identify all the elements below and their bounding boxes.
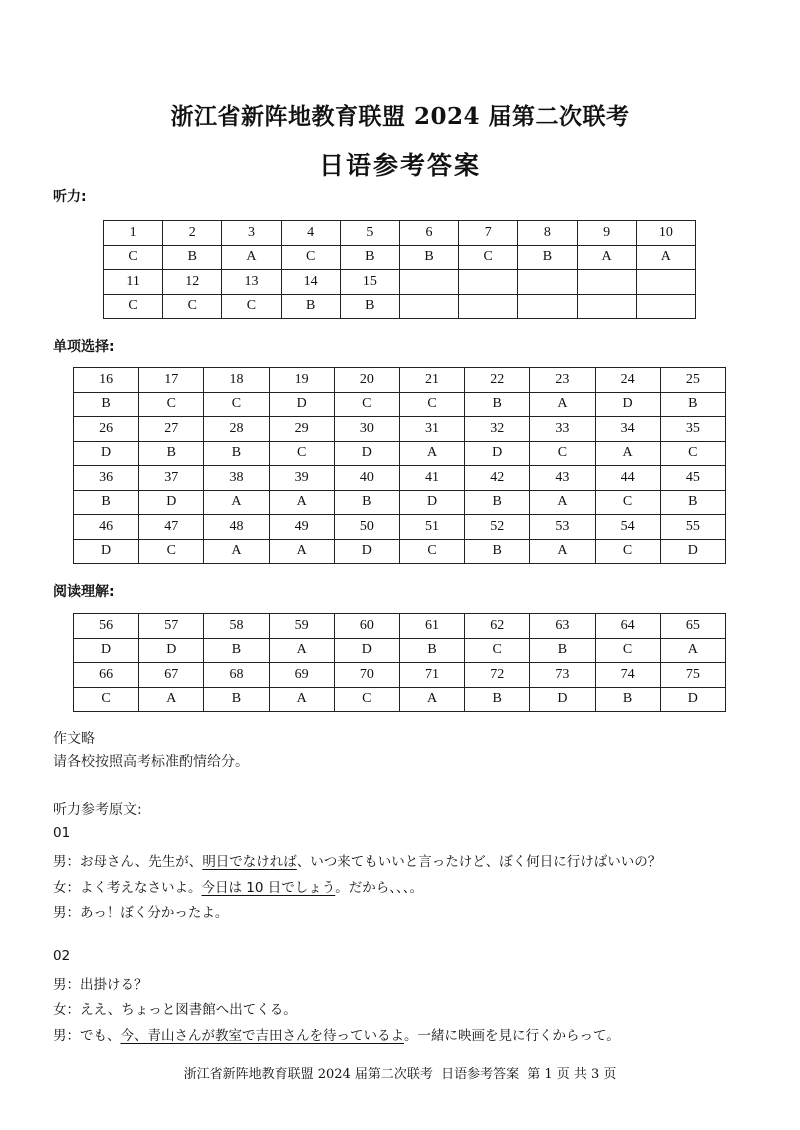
question-number-cell: 48 (204, 515, 269, 540)
answer-cell: C (595, 490, 660, 515)
question-number-cell: 38 (204, 466, 269, 491)
question-number-cell: 24 (595, 368, 660, 393)
answer-cell: A (595, 441, 660, 466)
answer-cell: B (74, 490, 139, 515)
exam-title: 浙江省新阵地教育联盟 2024 届第二次联考 (170, 103, 630, 130)
question-number-cell: 74 (595, 663, 660, 688)
question-number-cell: 27 (139, 417, 204, 442)
answer-cell: C (334, 392, 399, 417)
single-choice-section-label: 单项选择: (53, 339, 115, 355)
question-number-cell: 15 (340, 270, 399, 295)
writing-title: 作文略 (53, 731, 95, 747)
answer-cell (518, 294, 577, 319)
question-number-cell: 72 (465, 663, 530, 688)
answer-cell: B (281, 294, 340, 319)
question-number-cell: 22 (465, 368, 530, 393)
question-number-row (74, 466, 726, 491)
question-number-cell: 70 (334, 663, 399, 688)
answer-cell: A (399, 441, 464, 466)
q01-line-3: 男：あっ！ぼく分かったよ。 (53, 905, 229, 921)
question-number-cell: 61 (399, 614, 464, 639)
answer-cell: D (595, 392, 660, 417)
answer-cell (399, 294, 458, 319)
question-number-cell: 2 (163, 221, 222, 246)
question-number-cell: 54 (595, 515, 660, 540)
answer-cell: B (340, 245, 399, 270)
reading-section-label: 阅读理解: (53, 584, 115, 600)
answer-cell: C (204, 392, 269, 417)
answer-cell: B (465, 687, 530, 712)
answer-row (104, 294, 696, 319)
question-number-cell: 62 (465, 614, 530, 639)
q02-line-3-underlined: 今、青山さんが教室で吉田さんを待っているよ (120, 1028, 404, 1044)
question-number-cell: 60 (334, 614, 399, 639)
question-number-cell: 57 (139, 614, 204, 639)
question-number-cell: 14 (281, 270, 340, 295)
q01-number: 01 (53, 825, 71, 841)
question-number-cell: 16 (74, 368, 139, 393)
q02-number: 02 (53, 948, 71, 964)
reading-answer-table (73, 613, 726, 712)
answer-row (74, 441, 726, 466)
question-number-cell: 58 (204, 614, 269, 639)
answer-cell: B (334, 490, 399, 515)
answer-cell: D (74, 441, 139, 466)
answer-cell: D (334, 441, 399, 466)
question-number-cell: 41 (399, 466, 464, 491)
answer-cell (636, 294, 695, 319)
answer-cell: C (281, 245, 340, 270)
question-number-cell: 73 (530, 663, 595, 688)
question-number-cell (518, 270, 577, 295)
answer-cell: A (204, 490, 269, 515)
question-number-cell: 25 (660, 368, 725, 393)
question-number-cell: 19 (269, 368, 334, 393)
question-number-cell: 29 (269, 417, 334, 442)
answer-cell: B (204, 687, 269, 712)
answer-cell: A (269, 638, 334, 663)
question-number-cell: 51 (399, 515, 464, 540)
answer-cell: A (530, 490, 595, 515)
answer-row (74, 490, 726, 515)
question-number-cell: 32 (465, 417, 530, 442)
answer-cell: A (269, 687, 334, 712)
question-number-cell (459, 270, 518, 295)
question-number-cell: 68 (204, 663, 269, 688)
answer-cell: C (660, 441, 725, 466)
question-number-cell: 36 (74, 466, 139, 491)
answer-cell: C (222, 294, 281, 319)
single-choice-answer-table (73, 367, 726, 564)
q02-line-3-b: 。一緒に映画を見に行くからって。 (404, 1028, 620, 1044)
answer-row (104, 245, 696, 270)
q01-line-1-a: 男：お母さん、先生が、 (53, 854, 203, 870)
answer-cell: B (399, 245, 458, 270)
answer-cell: B (204, 638, 269, 663)
question-number-row (74, 417, 726, 442)
answer-cell: A (530, 539, 595, 564)
answer-cell: B (340, 294, 399, 319)
question-number-cell: 18 (204, 368, 269, 393)
question-number-cell: 10 (636, 221, 695, 246)
question-number-cell: 3 (222, 221, 281, 246)
question-number-cell: 4 (281, 221, 340, 246)
answer-cell: B (518, 245, 577, 270)
question-number-cell: 26 (74, 417, 139, 442)
answer-cell: D (660, 539, 725, 564)
answer-cell: D (399, 490, 464, 515)
answer-cell: A (269, 539, 334, 564)
q02-line-3-a: 男：でも、 (53, 1028, 121, 1044)
answer-row (74, 392, 726, 417)
question-number-cell: 1 (104, 221, 163, 246)
answer-row (74, 687, 726, 712)
question-number-cell (636, 270, 695, 295)
question-number-cell: 55 (660, 515, 725, 540)
q02-line-2: 女：ええ、ちょっと図書館へ出てくる。 (53, 1002, 297, 1018)
answer-cell: D (530, 687, 595, 712)
question-number-cell: 66 (74, 663, 139, 688)
question-number-cell: 20 (334, 368, 399, 393)
question-number-row (74, 515, 726, 540)
question-number-cell: 6 (399, 221, 458, 246)
answer-cell: A (577, 245, 636, 270)
question-number-cell: 7 (459, 221, 518, 246)
answer-cell: A (269, 490, 334, 515)
answer-cell: C (465, 638, 530, 663)
answer-cell: B (465, 539, 530, 564)
answer-cell: D (269, 392, 334, 417)
q01-line-1-underlined: 明日でなければ (202, 854, 297, 870)
answer-cell: C (163, 294, 222, 319)
question-number-cell: 5 (340, 221, 399, 246)
answer-cell: B (74, 392, 139, 417)
footer-subject: 日语参考答案 (441, 1067, 520, 1082)
question-number-cell: 23 (530, 368, 595, 393)
question-number-row (104, 270, 696, 295)
question-number-cell: 37 (139, 466, 204, 491)
answer-cell: C (104, 294, 163, 319)
question-number-cell: 52 (465, 515, 530, 540)
answer-cell: C (334, 687, 399, 712)
answer-cell: A (660, 638, 725, 663)
answer-cell: B (163, 245, 222, 270)
writing-note: 请各校按照高考标准酌情给分。 (53, 754, 249, 770)
answer-cell: A (204, 539, 269, 564)
question-number-cell (577, 270, 636, 295)
answer-cell: B (530, 638, 595, 663)
answer-cell: A (399, 687, 464, 712)
answer-cell: C (595, 638, 660, 663)
answer-cell: C (269, 441, 334, 466)
question-number-cell: 13 (222, 270, 281, 295)
q01-line-1-b: 、いつ来てもいいと言ったけど、ぼく何日に行けばいいの？ (296, 854, 662, 870)
answer-cell: C (399, 392, 464, 417)
answer-cell: C (595, 539, 660, 564)
question-number-cell: 40 (334, 466, 399, 491)
transcript-heading: 听力参考原文: (53, 802, 142, 818)
question-number-row (104, 221, 696, 246)
q01-line-2-a: 女：よく考えなさいよ。 (53, 880, 202, 896)
answer-cell: A (530, 392, 595, 417)
answer-cell: C (104, 245, 163, 270)
question-number-cell: 67 (139, 663, 204, 688)
question-number-cell: 59 (269, 614, 334, 639)
question-number-cell: 28 (204, 417, 269, 442)
answer-cell: B (595, 687, 660, 712)
question-number-cell: 30 (334, 417, 399, 442)
answer-cell: D (74, 638, 139, 663)
answer-cell: B (139, 441, 204, 466)
question-number-cell: 71 (399, 663, 464, 688)
question-number-cell: 34 (595, 417, 660, 442)
answer-cell: C (399, 539, 464, 564)
question-number-cell: 31 (399, 417, 464, 442)
answer-cell: D (334, 638, 399, 663)
answer-cell (577, 294, 636, 319)
question-number-cell: 33 (530, 417, 595, 442)
answer-cell: C (530, 441, 595, 466)
answer-cell: B (399, 638, 464, 663)
question-number-row (74, 614, 726, 639)
answer-cell: D (139, 490, 204, 515)
answer-cell: C (139, 539, 204, 564)
footer-page-number: 第 1 页 共 3 页 (527, 1067, 617, 1082)
q01-line-2-underlined: 今日は 10 日でしょう (201, 880, 336, 896)
question-number-cell: 49 (269, 515, 334, 540)
question-number-cell: 63 (530, 614, 595, 639)
answer-cell: B (465, 392, 530, 417)
question-number-cell: 35 (660, 417, 725, 442)
answer-cell: D (139, 638, 204, 663)
listening-answer-table (103, 220, 696, 319)
question-number-cell: 9 (577, 221, 636, 246)
answer-cell: A (222, 245, 281, 270)
question-number-row (74, 368, 726, 393)
question-number-cell: 42 (465, 466, 530, 491)
question-number-cell: 69 (269, 663, 334, 688)
question-number-cell: 56 (74, 614, 139, 639)
question-number-cell: 44 (595, 466, 660, 491)
question-number-cell: 65 (660, 614, 725, 639)
answer-cell: B (465, 490, 530, 515)
answer-row (74, 539, 726, 564)
page-footer (0, 1063, 800, 1082)
listening-section-label: 听力: (53, 189, 87, 205)
answer-cell: A (636, 245, 695, 270)
answer-key-title: 日语参考答案 (318, 151, 481, 180)
answer-cell: B (660, 392, 725, 417)
question-number-cell: 11 (104, 270, 163, 295)
question-number-cell: 21 (399, 368, 464, 393)
q01-line-2 (53, 876, 423, 896)
answer-cell: D (334, 539, 399, 564)
q01-line-1 (53, 850, 661, 870)
question-number-cell: 46 (74, 515, 139, 540)
q02-line-1: 男：出掛ける？ (53, 977, 148, 993)
question-number-cell: 45 (660, 466, 725, 491)
question-number-row (74, 663, 726, 688)
question-number-cell: 64 (595, 614, 660, 639)
question-number-cell (399, 270, 458, 295)
question-number-cell: 47 (139, 515, 204, 540)
question-number-cell: 8 (518, 221, 577, 246)
answer-row (74, 638, 726, 663)
question-number-cell: 43 (530, 466, 595, 491)
answer-cell (459, 294, 518, 319)
question-number-cell: 50 (334, 515, 399, 540)
answer-cell: D (660, 687, 725, 712)
question-number-cell: 53 (530, 515, 595, 540)
question-number-cell: 17 (139, 368, 204, 393)
q01-line-2-b: 。だから、、、。 (335, 880, 424, 896)
question-number-cell: 39 (269, 466, 334, 491)
answer-cell: B (204, 441, 269, 466)
question-number-cell: 12 (163, 270, 222, 295)
answer-cell: C (459, 245, 518, 270)
answer-cell: D (74, 539, 139, 564)
q02-line-3 (53, 1024, 620, 1044)
footer-exam-title: 浙江省新阵地教育联盟 2024 届第二次联考 (183, 1067, 433, 1082)
answer-cell: A (139, 687, 204, 712)
question-number-cell: 75 (660, 663, 725, 688)
answer-cell: C (139, 392, 204, 417)
answer-cell: C (74, 687, 139, 712)
answer-cell: B (660, 490, 725, 515)
answer-cell: D (465, 441, 530, 466)
